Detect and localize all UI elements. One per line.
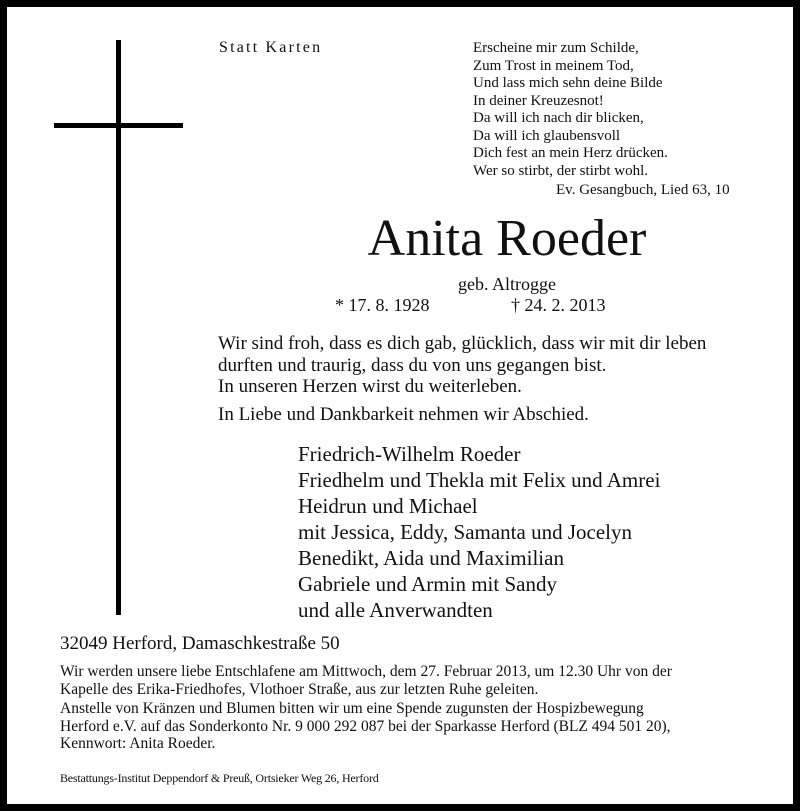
birth-date: * 17. 8. 1928 [335, 295, 430, 315]
hymn-line: Da will ich nach dir blicken, [473, 110, 644, 126]
mourner-entry: Benedikt, Aida und Maximilian [298, 546, 564, 570]
hymn-line: In deiner Kreuzesnot! [473, 92, 604, 109]
mourner-entry: Heidrun und Michael [298, 494, 478, 518]
mourners-list [298, 441, 660, 623]
hymn-line: Erscheine mir zum Schilde, [473, 40, 639, 56]
funeral-details [60, 663, 754, 755]
death-date: † 24. 2. 2013 [511, 295, 606, 315]
mourner-entry: mit Jessica, Eddy, Samanta und Jocelyn [298, 520, 632, 544]
statt-karten-heading: Statt Karten [219, 39, 323, 56]
hymn-line: Zum Trost in meinem Tod, [473, 57, 634, 74]
obituary-notice [7, 7, 793, 804]
message-line: durften und traurig, dass du von uns gegangen bist. [218, 354, 607, 376]
mourner-entry: Friedrich-Wilhelm Roeder [298, 442, 521, 466]
maiden-name: geb. Altrogge [458, 274, 556, 294]
donation-info: Anstelle von Kränzen und Blumen bitten wir um eine Spende zugunsten der Hospizbewegung Herford e.V. auf das Sonderkonto Nr. 9 000 292 087 bei der Sparkasse Herford (BLZ 494 501 20), Kennwort: Anita Roeder. [60, 700, 671, 752]
family-address: 32049 Herford, Damaschkestraße 50 [60, 633, 340, 654]
mourner-entry: Gabriele und Armin mit Sandy [298, 572, 557, 596]
deceased-name: Anita Roeder [367, 210, 647, 267]
message-line: Wir sind froh, dass es dich gab, glücklich, dass wir mit dir leben [218, 333, 707, 354]
farewell-line: In Liebe und Dankbarkeit nehmen wir Abschied. [218, 403, 589, 425]
mourner-entry: und alle Anverwandten [298, 598, 493, 622]
memorial-message [218, 333, 706, 425]
hymn-line: Und lass mich sehn deine Bilde [473, 75, 663, 91]
cross-icon-horizontal-bar [54, 123, 183, 128]
funeral-home-credit: Bestattungs-Institut Deppendorf & Preuß, Ortsieker Weg 26, Herford [60, 771, 379, 785]
hymn-line: Da will ich glaubensvoll [473, 127, 621, 144]
hymn-line: Dich fest an mein Herz drücken. [473, 145, 668, 161]
hymn-verse [473, 40, 668, 180]
hymn-line: Wer so stirbt, der stirbt wohl. [473, 162, 649, 179]
message-line: In unseren Herzen wirst du weiterleben. [218, 376, 522, 397]
mourner-entry: Friedhelm und Thekla mit Felix und Amrei [298, 468, 661, 492]
funeral-info: Wir werden unsere liebe Entschlafene am Mittwoch, dem 27. Februar 2013, um 12.30 Uhr von der Kapelle des Erika-Friedhofes, Vlothoer Straße, aus zur letzten Ruhe geleiten. [60, 663, 672, 698]
hymn-source: Ev. Gesangbuch, Lied 63, 10 [556, 182, 730, 198]
